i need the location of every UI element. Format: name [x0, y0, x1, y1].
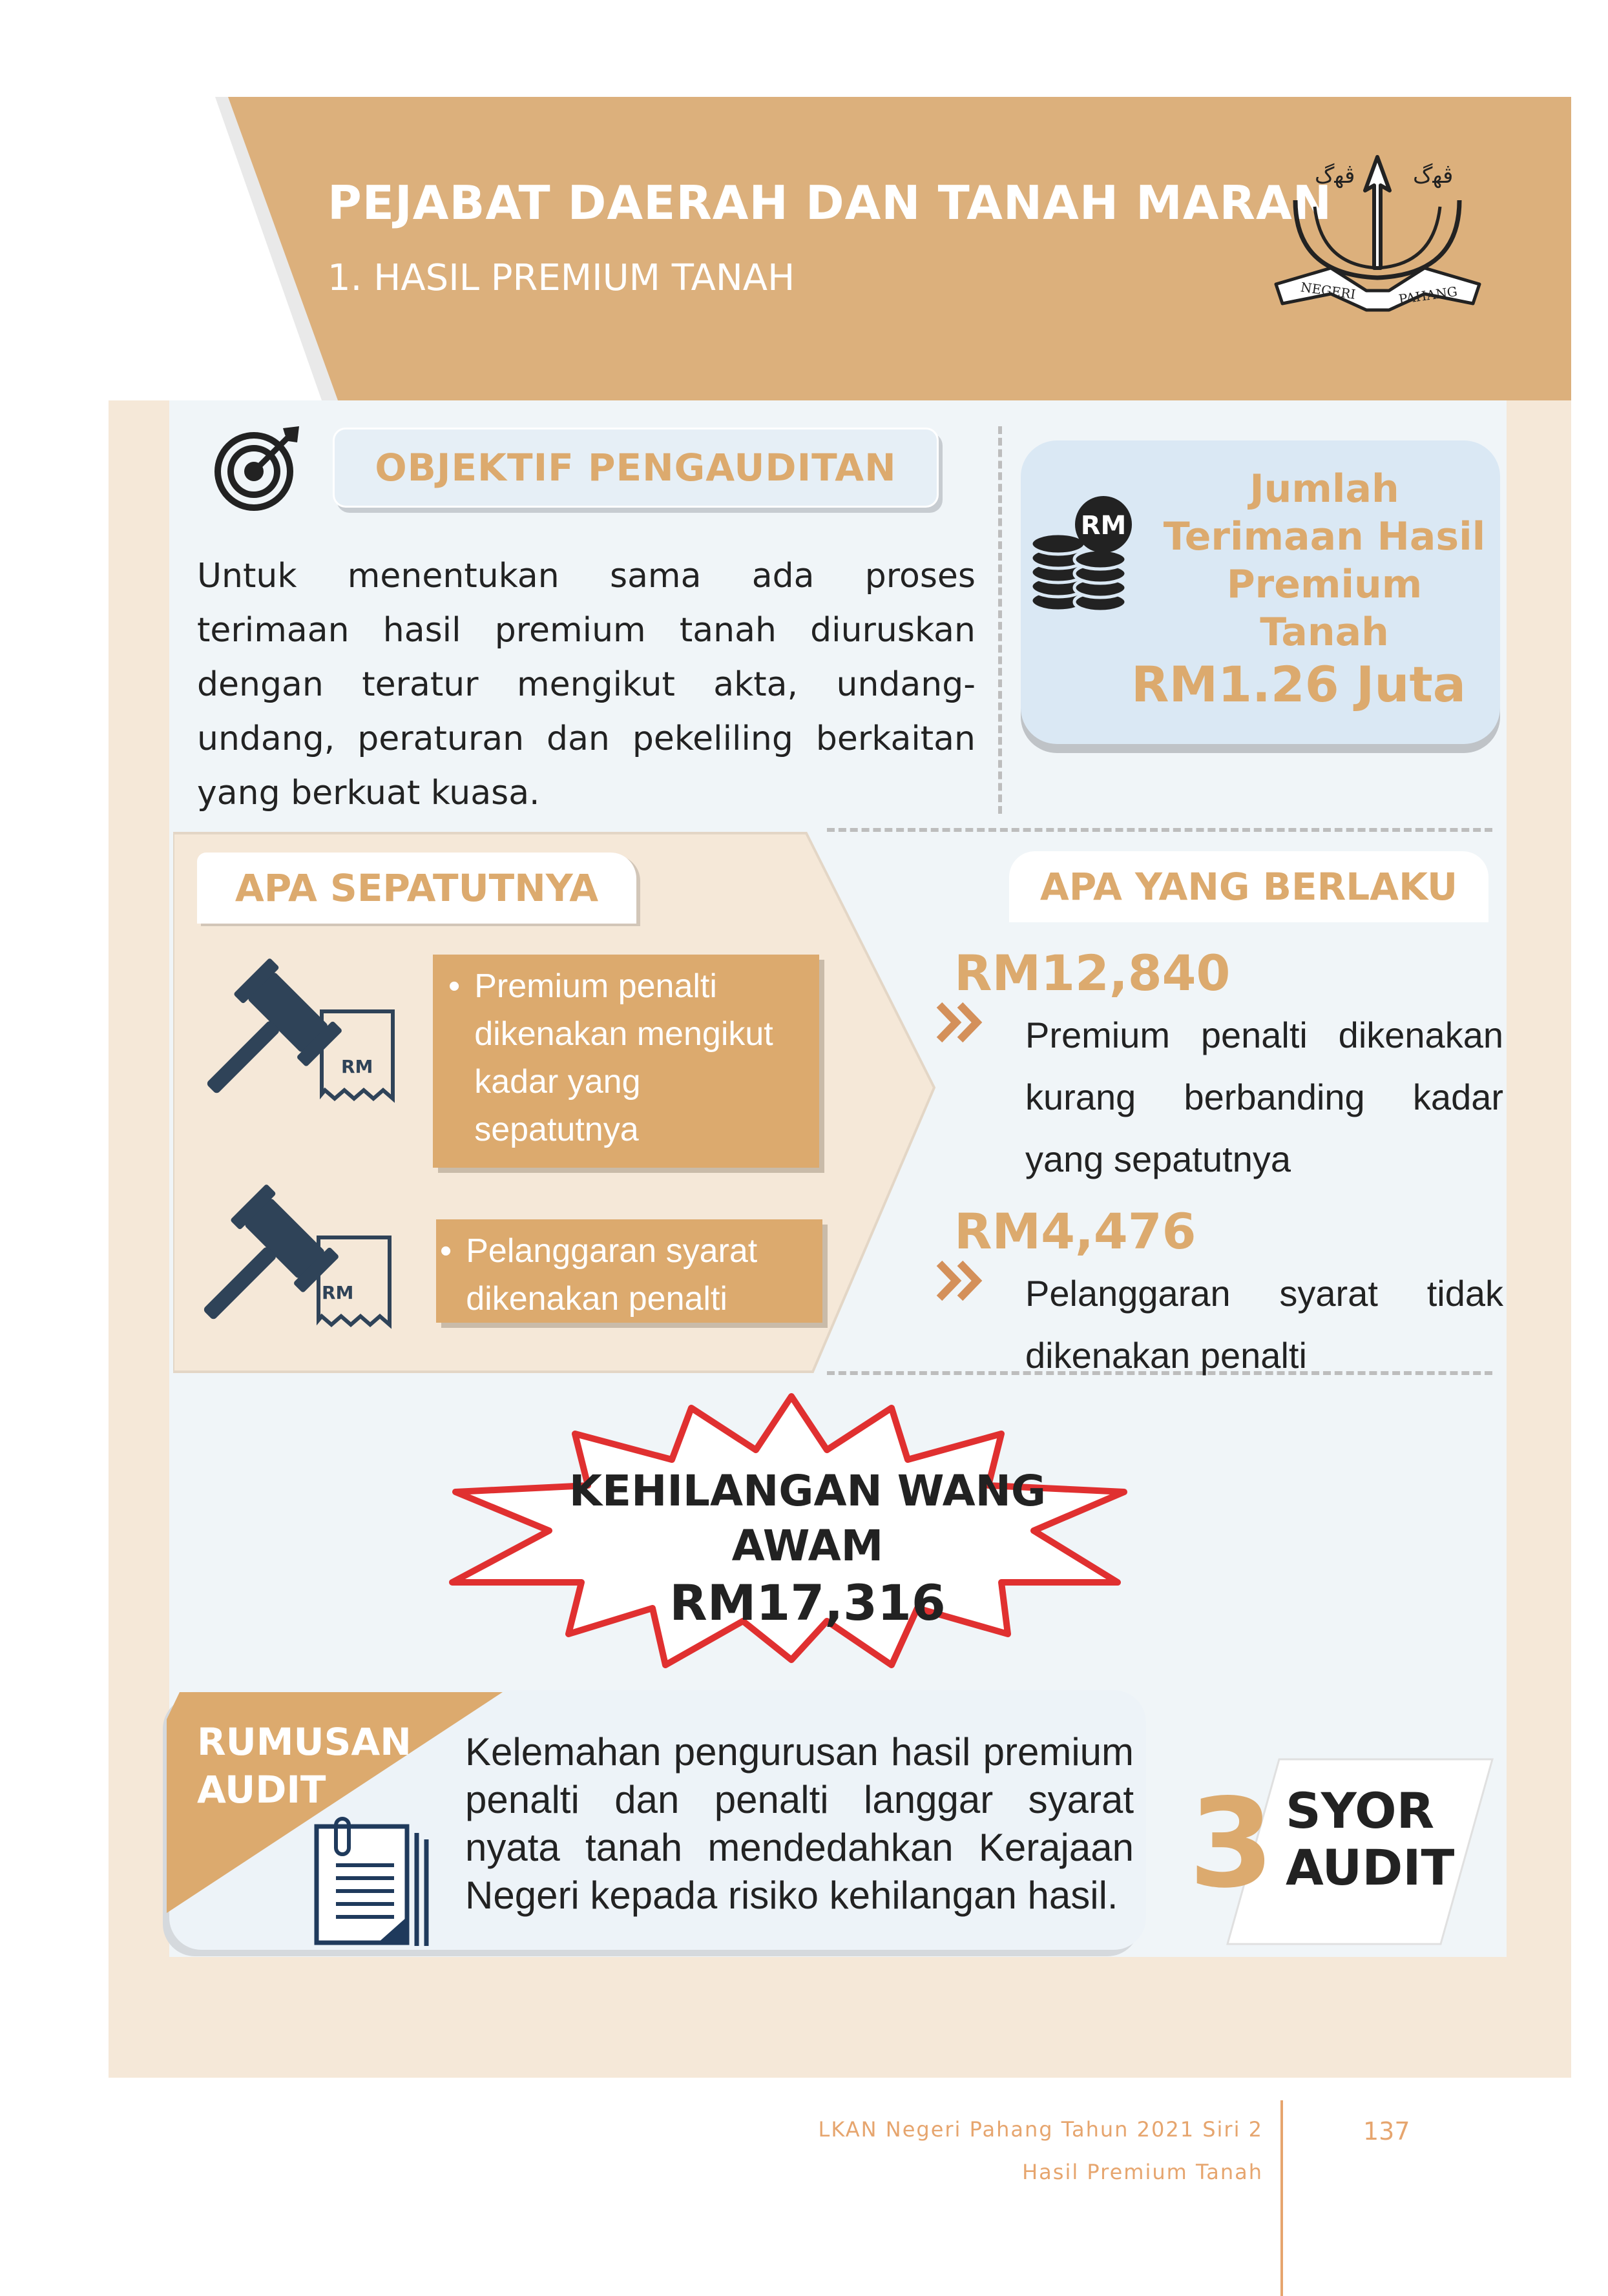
finding-text: Premium penalti dikenakan kurang berbanding kadar yang sepatutnya — [1025, 1015, 1503, 1179]
footer-divider — [1280, 2100, 1283, 2296]
summary-label-line: RUMUSAN — [197, 1720, 412, 1764]
objective-label: OBJEKTIF PENGAUDITAN — [375, 446, 897, 490]
finding-amount: RM4,476 — [954, 1203, 1196, 1260]
should-item-box — [433, 955, 819, 1168]
revenue-label-line: Terimaan Hasil — [1163, 514, 1486, 559]
document-icon — [310, 1814, 433, 1949]
page-subtitle: 1. HASIL PREMIUM TANAH — [328, 257, 795, 299]
gavel-icon — [202, 1179, 396, 1341]
gavel-rm-label: RM — [341, 1056, 373, 1077]
should-item-box — [436, 1219, 822, 1323]
page-number: 137 — [1363, 2117, 1410, 2146]
footer-report-title: LKAN Negeri Pahang Tahun 2021 Siri 2 — [818, 2117, 1263, 2142]
loss-title-line: KEHILANGAN WANG — [569, 1466, 1047, 1516]
recommendation-label-line: SYOR — [1286, 1782, 1435, 1839]
should-item-text: Premium penalti dikenakan mengikut kadar yang sepatutnya — [474, 967, 773, 1148]
crest-text-right: PAHANG — [1397, 283, 1459, 307]
double-chevron-icon — [935, 1000, 987, 1045]
should-label: APA SEPATUTNYA — [197, 853, 636, 924]
page-title: PEJABAT DAERAH DAN TANAH MARAN — [328, 176, 1332, 230]
actual-label: APA YANG BERLAKU — [1009, 851, 1488, 922]
bullet: • — [440, 1232, 452, 1270]
double-chevron-icon — [935, 1258, 987, 1303]
should-item-text: Pelanggaran syarat dikenakan penalti — [466, 1232, 758, 1318]
bullet: • — [448, 967, 461, 1005]
finding-text: Pelanggaran syarat tidak dikenakan penalti — [1025, 1273, 1503, 1376]
objective-label-pill — [333, 428, 939, 508]
loss-title-line: AWAM — [731, 1521, 884, 1571]
recommendation-number: 3 — [1189, 1772, 1275, 1915]
gavel-icon — [205, 953, 399, 1115]
gavel-rm-label: RM — [322, 1282, 354, 1303]
revenue-label-line: Premium — [1226, 562, 1423, 607]
section-divider — [998, 426, 1002, 814]
finding-amount: RM12,840 — [954, 944, 1231, 1002]
header-slash-decoration — [109, 97, 367, 400]
svg-text:ﭬﻬﮒ: ﭬﻬﮒ — [1315, 163, 1355, 189]
footer-section-title: Hasil Premium Tanah — [1022, 2160, 1263, 2184]
recommendation-label — [1286, 1783, 1454, 1896]
revenue-label-line: Jumlah — [1249, 466, 1399, 512]
revenue-value: RM1.26 Juta — [1131, 656, 1467, 713]
svg-text:ﭬﻬﮒ: ﭬﻬﮒ — [1413, 163, 1454, 189]
crest-text-left: NEGERI — [1299, 279, 1357, 302]
recommendation-label-line: AUDIT — [1286, 1839, 1455, 1896]
revenue-label — [1163, 465, 1486, 656]
coin-rm-label: RM — [1080, 511, 1127, 541]
pahang-crest-icon — [1269, 145, 1486, 326]
target-icon — [212, 423, 302, 513]
loss-value: RM17,316 — [669, 1574, 946, 1631]
coins-icon — [1026, 491, 1142, 620]
objective-text: Untuk menentukan sama ada proses terimaan hasil premium tanah diuruskan dengan teratur mengikut akta, undang-undang, peraturan dan pekeliling berkaitan yang berkuat kuasa. — [197, 557, 976, 812]
summary-label — [197, 1718, 412, 1814]
revenue-label-line: Tanah — [1260, 610, 1389, 655]
summary-label-line: AUDIT — [197, 1768, 326, 1812]
summary-text: Kelemahan pengurusan hasil premium penalti dan penalti langgar syarat nyata tanah mendedahkan Kerajaan Negeri kepada risiko kehilangan hasil. — [465, 1730, 1134, 1917]
